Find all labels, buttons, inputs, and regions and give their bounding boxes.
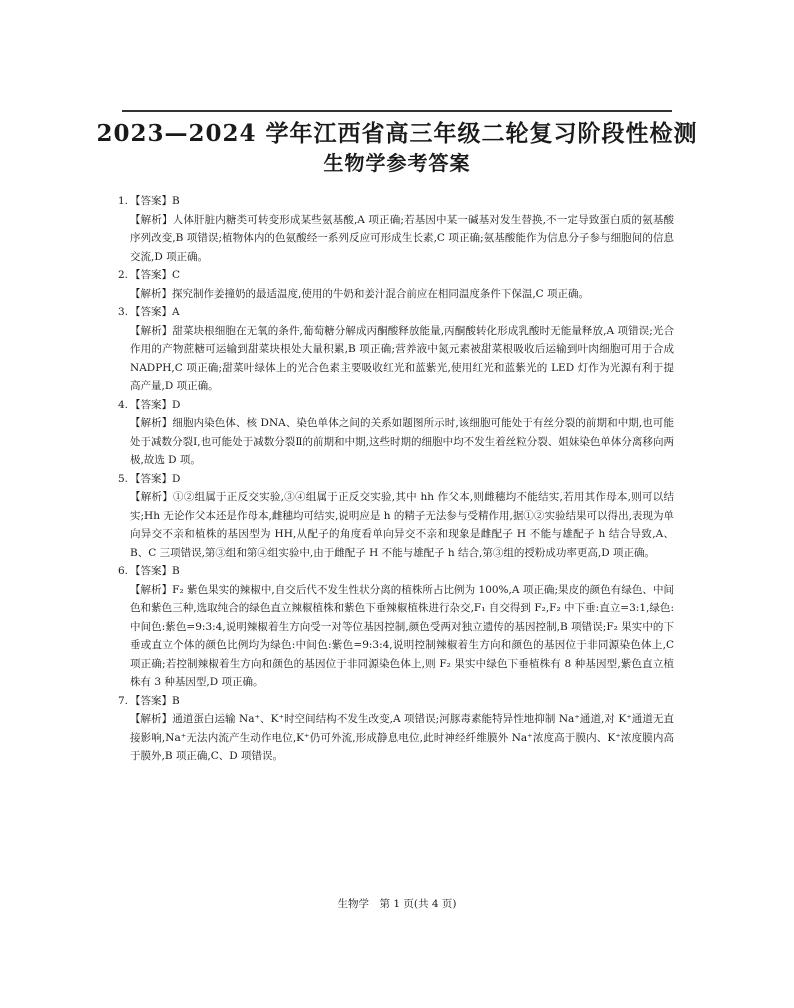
explanation-text: 【解析】探究制作姜撞奶的最适温度,使用的牛奶和姜汁混合前应在相同温度条件下保温,C 项正确。 — [130, 287, 590, 300]
question-number: 2. — [118, 269, 129, 281]
question-item — [118, 192, 674, 266]
explanation-text: 【解析】通道蛋白运输 Na⁺、K⁺时空间结构不发生改变,A 项错误;河豚毒素能特异性地抑制 Na⁺通道,对 K⁺通道无直接影响,Na⁺无法内流产生动作电位,K⁺仍可外流,形成静息电位,此时神经纤维膜外 Na⁺浓度高于膜内、K⁺浓度膜内高于膜外,B 项正确,C、D 项错误。 — [130, 713, 674, 762]
question-number: 1. — [118, 195, 129, 207]
answer-line — [118, 303, 674, 322]
document-subtitle: 生物学参考答案 — [323, 151, 471, 175]
question-item — [118, 396, 674, 470]
question-number: 3. — [118, 306, 129, 318]
answer-text: 【答案】C — [130, 269, 181, 281]
answer-text: 【答案】D — [130, 398, 181, 411]
explanation-text: 【解析】细胞内染色体、核 DNA、染色单体之间的关系如题图所示时,该细胞可能处于有丝分裂的前期和中期,也可能处于减数分裂Ⅰ,也可能处于减数分裂Ⅱ的前期和中期,这些时期的细胞中均不发生着丝粒分裂、姐妹染色单体分离移向两极,故选 D 项。 — [130, 417, 674, 466]
header-rule — [122, 110, 672, 112]
document-title: 2023—2024 学年江西省高三年级二轮复习阶段性检测 — [96, 120, 698, 147]
answer-text: 【答案】A — [130, 306, 180, 318]
answer-line — [118, 562, 674, 581]
question-item — [118, 692, 674, 766]
answer-text: 【答案】B — [130, 565, 180, 577]
answer-line — [118, 266, 674, 285]
question-item — [118, 470, 674, 563]
question-number: 6. — [118, 565, 129, 577]
answer-list — [118, 192, 674, 766]
question-item — [118, 303, 674, 396]
question-number: 5. — [118, 472, 129, 485]
answer-line — [118, 692, 674, 711]
question-number: 7. — [118, 694, 129, 707]
question-item — [118, 266, 674, 303]
explanation-text: 【解析】F₂ 紫色果实的辣椒中,自交后代不发生性状分离的植株所占比例为 100%,A 项正确;果皮的颜色有绿色、中间色和紫色三种,选取纯合的绿色直立辣椒植株和紫色下垂辣椒植株进行杂交,F₁ 自交得到 F₂,F₂ 中下垂:直立=3:1,绿色:中间色:紫色=9:3:4,说明辣椒着生方向受一对等位基因控制,颜色受两对独立遗传的基因控制,B 项错误;F₂ 果实中的下垂或直立个体的颜色比例均为绿色:中间色:紫色=9:3:4,说明控制辣椒着生方向和颜色的基因位于非同源染色体上,C 项正确;若控制辣椒着生方向和颜色的基因位于非同源染色体上,则 F₂ 果实中绿色下垂植株有 8 种基因型,紫色直立植株有 3 种基因型,D 项正确。 — [130, 583, 674, 688]
answer-line — [118, 470, 674, 489]
explanation-text: 【解析】①②组属于正反交实验,③④组属于正反交实验,其中 hh 作父本,则雌穗均不能结实,若用其作母本,则可以结实;Hh 无论作父本还是作母本,雌穗均可结实,说明应是 h 的精子无法参与受精作用,据①②实验结果可以得出,表现为单向异交不亲和植株的基因型为 HH,从配子的角度看单向异交不亲和现象是雌配子 H 不能与雄配子 h 结合导致,A、B、C 三项错误,第③组和第④组实验中,由于雌配子 H 不能与雄配子 h 结合,第③组的授粉成功率更高,D 项正确。 — [130, 491, 674, 559]
answer-text: 【答案】B — [130, 694, 180, 707]
explanation-text: 【解析】甜菜块根细胞在无氧的条件,葡萄糖分解成丙酮酸释放能量,丙酮酸转化形成乳酸时无能量释放,A 项错误;光合作用的产物蔗糖可运输到甜菜块根处大量积累,B 项正确;营养液中氮元素被甜菜根吸收后运输到叶肉细胞可用于合成 NADPH,C 项正确;甜菜叶绿体上的光合色素主要吸收红光和蓝紫光,使用红光和蓝紫光的 LED 灯作为光源有利于提高产量,D 项正确。 — [130, 324, 674, 392]
explanation-text: 【解析】人体肝脏内糖类可转变形成某些氨基酸,A 项正确;若基因中某一碱基对发生替换,不一定导致蛋白质的氨基酸序列改变,B 项错误;植物体内的色氨酸经一系列反应可形成生长素,C 项正确;氨基酸能作为信息分子参与细胞间的信息交流,D 项正确。 — [130, 213, 674, 263]
answer-text: 【答案】B — [130, 195, 180, 207]
answer-line — [118, 396, 674, 415]
answer-line — [118, 192, 674, 211]
answer-text: 【答案】D — [130, 472, 181, 485]
question-item — [118, 562, 674, 692]
question-number: 4. — [118, 398, 129, 411]
page-footer: 生物学 第 1 页(共 4 页) — [337, 898, 457, 910]
